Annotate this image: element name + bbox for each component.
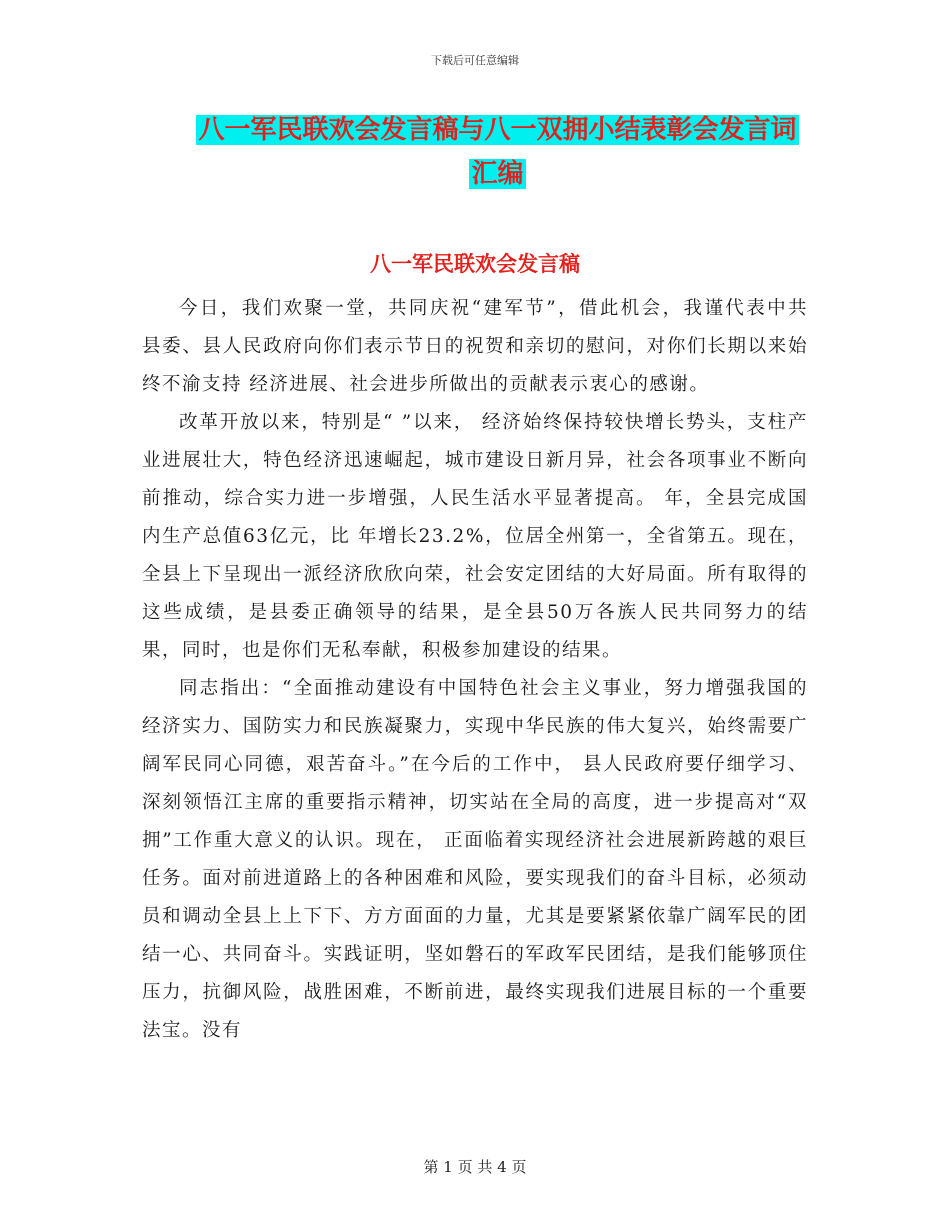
paragraph-2: 改革开放以来，特别是“ ”以来， 经济始终保持较快增长势头，支柱产业进展壮大，特色经济迅速崛起，城市建设日新月异，社会各项事业不断向前推动，综合实力进一步增强，人民生活水平显著提高。 年，全县完成国内生产总值63亿元，比 年增长23.2%，位居全州第一，全省第五。现在，全县上下呈现出一派经济欣欣向荣，社会安定团结的大好局面。所有取得的这些成绩，是县委正确领导的结果，是全县50万各族人民共同努力的结果，同时，也是你们无私奉献，积极参加建设的结果。 bbox=[142, 412, 808, 661]
paragraph-1: 今日，我们欢聚一堂，共同庆祝“建军节”，借此机会，我谨代表中共 县委、县人民政府向你们表示节日的祝贺和亲切的慰问，对你们长期以来始终不渝支持 经济进展、社会进步所做出的贡献表示衷心的感谢。 bbox=[142, 298, 808, 395]
document-body bbox=[142, 290, 808, 1050]
document-title bbox=[190, 108, 805, 196]
document-title-line-2: 汇编 bbox=[471, 159, 524, 189]
page-number-footer: 第 1 页 共 4 页 bbox=[423, 1158, 527, 1176]
paragraph-3: 同志指出：“全面推动建设有中国特色社会主义事业，努力增强我国的经济实力、国防实力和民族凝聚力，实现中华民族的伟大复兴，始终需要广阔军民同心同德，艰苦奋斗。”在今后的工作中， 县人民政府要仔细学习、深刻领悟江主席的重要指示精神，切实站在全局的高度，进一步提高对“双拥”工作重大意义的认识。现在， 正面临着实现经济社会进展新跨越的艰巨任务。面对前进道路上的各种困难和风险，要实现我们的奋斗目标，必须动员和调动全县上上下下、方方面面的力量，尤其是要紧紧依靠广阔军民的团结一心、共同奋斗。实践证明，坚如磐石的军政军民团结，是我们能够顶住压力，抗御风险，战胜困难，不断前进，最终实现我们进展目标的一个重要法宝。没有 bbox=[142, 678, 808, 1041]
document-title-line-1: 八一军民联欢会发言稿与八一双拥小结表彰会发言词 bbox=[198, 115, 797, 145]
section-title: 八一军民联欢会发言稿 bbox=[370, 252, 580, 276]
header-note: 下载后可任意编辑 bbox=[431, 54, 519, 67]
